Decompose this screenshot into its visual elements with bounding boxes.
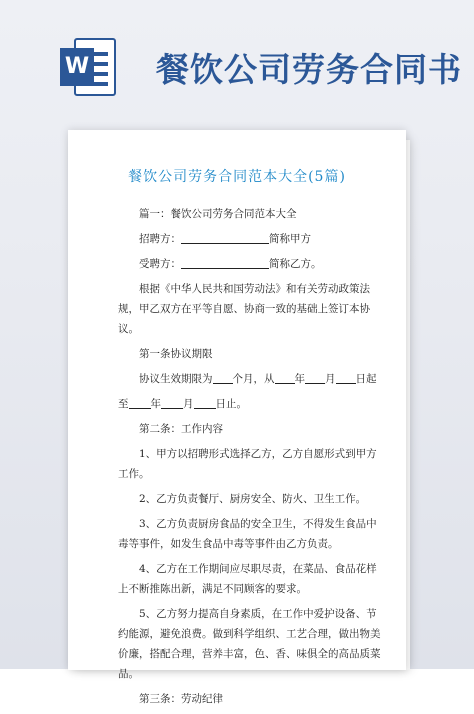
clause1-title: 第一条协议期限 [139,348,213,360]
employee-suffix: 简称乙方。 [269,258,322,270]
clause2-title: 第二条：工作内容 [139,423,223,435]
term-month-blank [305,371,325,384]
term-end-month-blank [161,396,183,409]
term-end-text-d: 日止。 [215,398,247,410]
term-end-line [118,394,386,414]
document-title: 餐饮公司劳务合同范本大全(5篇) [128,169,346,185]
intro-paragraph: 根据《中华人民共和国劳动法》和有关劳动政策法规，甲乙双方在平等自愿、协商一致的基础上签订本协议。 [118,283,370,335]
term-end-text-b: 年 [150,398,161,410]
term-day-blank [336,371,356,384]
employee-blank [181,256,269,269]
clause2-item-5: 5、乙方努力提高自身素质，在工作中爱护设备、节约能源，避免浪费。做到科学组织、工艺合理，做出物美价廉，搭配合理，营养丰富，色、香、味俱全的高品质菜品。 [118,608,381,680]
term-text-d: 月 [325,373,336,385]
header-title: 餐饮公司劳务合同书 [156,50,462,89]
employer-line [118,229,386,249]
part-heading: 篇一：餐饮公司劳务合同范本大全 [139,208,297,220]
term-text-a: 协议生效期限为 [139,373,213,385]
document-page [68,130,406,705]
employer-label: 招聘方： [139,233,181,245]
employee-line [118,254,386,274]
term-end-text-a: 至 [118,398,129,410]
document-body [118,204,386,714]
employer-blank [181,231,269,244]
clause3-title: 第三条：劳动纪律 [139,693,223,705]
term-text-b: 个月，从 [232,373,275,385]
term-end-day-blank [194,396,216,409]
employer-suffix: 简称甲方 [269,233,311,245]
term-end-text-c: 月 [183,398,194,410]
clause2-item-2: 2、乙方负责餐厅、厨房安全、防火、卫生工作。 [139,493,367,505]
employee-label: 受聘方： [139,258,181,270]
clause2-item-3: 3、乙方负责厨房食品的安全卫生，不得发生食品中毒等事件，如发生食品中毒等事件由乙方负责。 [118,518,377,550]
word-badge: W [60,48,94,86]
term-text-e: 日起 [355,373,377,385]
header-banner [0,0,474,120]
clause2-item-4: 4、乙方在工作期间应尽职尽责，在菜品、食品花样上不断推陈出新，满足不同顾客的要求。 [118,563,377,595]
term-year-blank [275,371,295,384]
word-document-icon [60,38,116,96]
term-end-year-blank [129,396,151,409]
term-text-c: 年 [294,373,305,385]
term-months-blank [213,371,233,384]
term-line [118,369,386,389]
clause2-item-1: 1、甲方以招聘形式选择乙方，乙方自愿形式到甲方工作。 [118,448,377,480]
